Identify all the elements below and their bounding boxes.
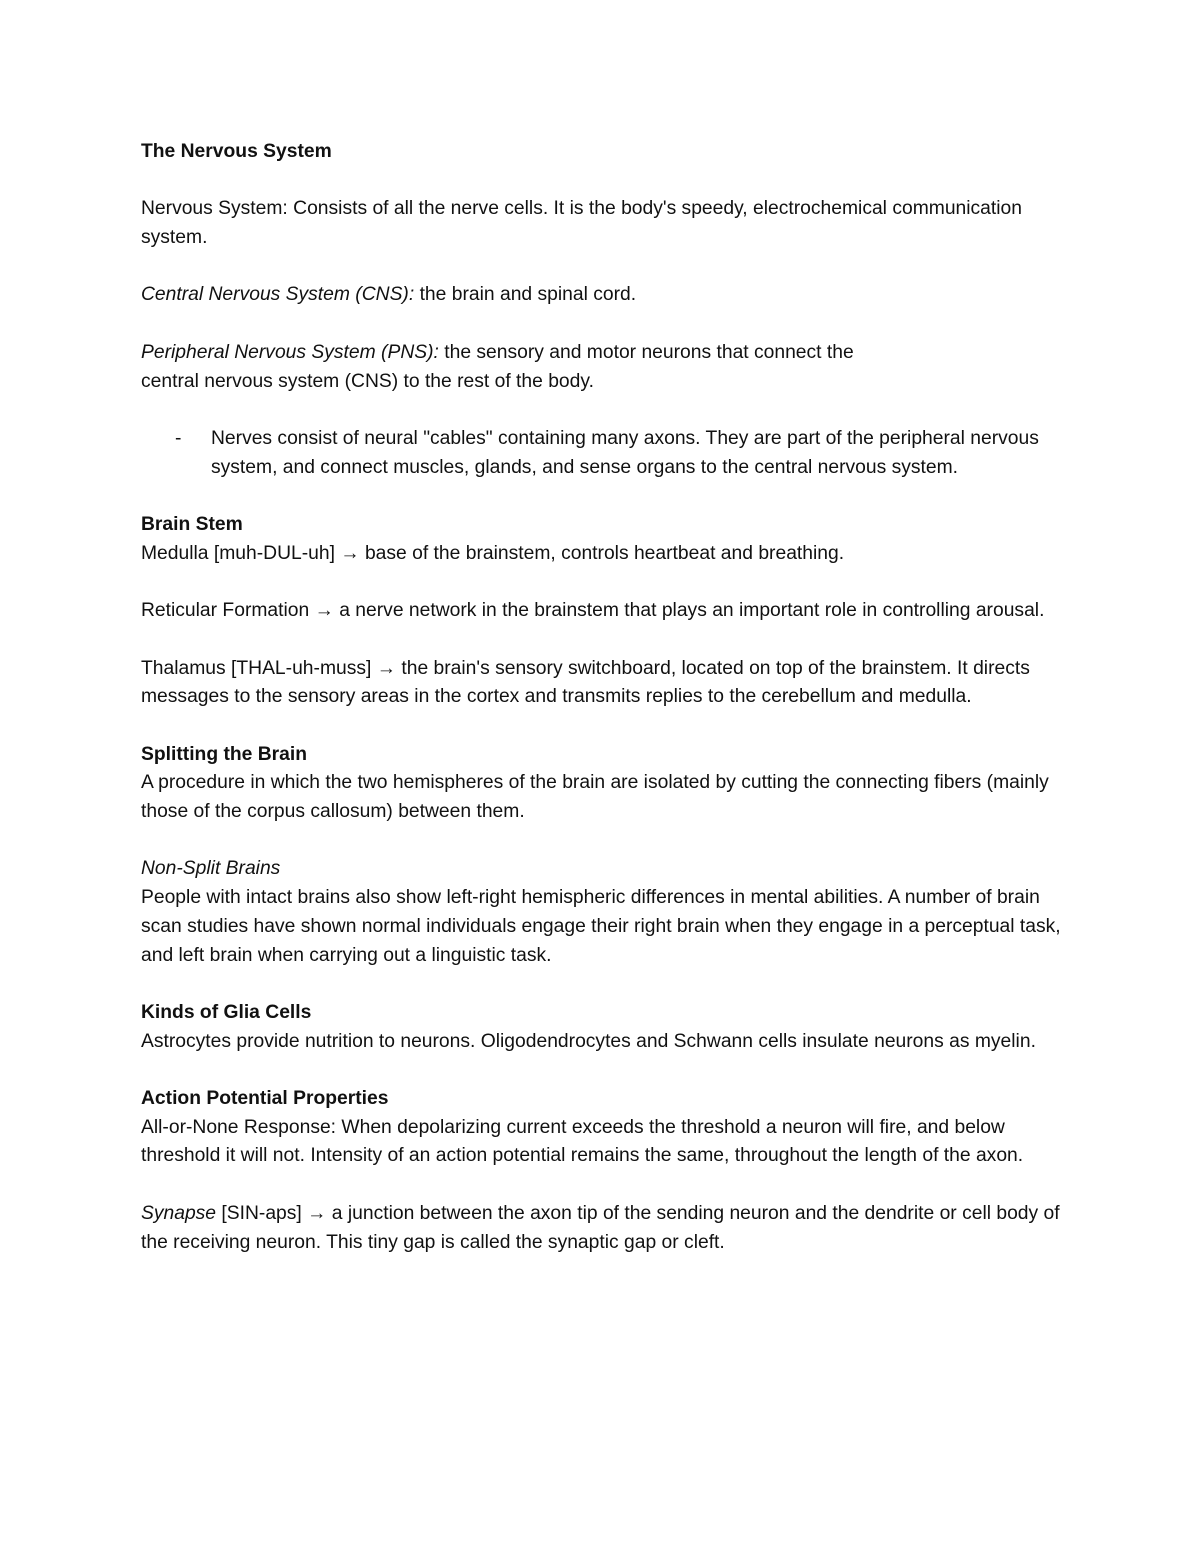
- document-page: [141, 138, 1061, 1286]
- glia-heading: Kinds of Glia Cells: [141, 1001, 312, 1023]
- pns-def-2: central nervous system (CNS) to the rest of the body.: [141, 370, 594, 392]
- splitting-section: [141, 741, 1061, 827]
- list-item: [141, 425, 1061, 482]
- synapse-def: [SIN-aps] → a junction between the axon tip of the sending neuron and the dendrite or cell body of the receiving neuron. This tiny gap is called the synaptic gap or cleft.: [141, 1202, 1060, 1253]
- nervous-system-definition: Nervous System: Consists of all the nerve cells. It is the body's speedy, electrochemical communication system.: [141, 198, 1022, 249]
- cns-term: Central Nervous System (CNS):: [141, 284, 415, 306]
- bullet-marker: -: [175, 427, 182, 449]
- pns-term: Peripheral Nervous System (PNS):: [141, 341, 439, 363]
- synapse-definition: [141, 1200, 1061, 1257]
- pns-def-1: the sensory and motor neurons that connect the: [438, 341, 854, 363]
- cns-definition: [141, 281, 1061, 310]
- pns-line-1: [141, 339, 1061, 368]
- splitting-heading: Splitting the Brain: [141, 743, 308, 765]
- medulla-text: Medulla [muh-DUL-uh] → base of the brainstem, controls heartbeat and breathing.: [141, 542, 845, 564]
- synapse-term: Synapse: [141, 1202, 217, 1224]
- glia-text: Astrocytes provide nutrition to neurons. Oligodendrocytes and Schwann cells insulate neurons as myelin.: [141, 1030, 1036, 1052]
- brain-stem-heading: Brain Stem: [141, 514, 243, 536]
- cns-def: the brain and spinal cord.: [414, 284, 637, 306]
- action-potential-section: [141, 1085, 1061, 1171]
- action-potential-heading: Action Potential Properties: [141, 1088, 389, 1110]
- glia-section: [141, 999, 1061, 1056]
- bullet-list: [141, 425, 1061, 482]
- document-title: The Nervous System: [141, 141, 332, 162]
- action-potential-text: All-or-None Response: When depolarizing current exceeds the threshold a neuron will fire, and below threshold it will not. Intensity of an action potential remains the same, throughout the length of the axon.: [141, 1116, 1024, 1167]
- thalamus-text: Thalamus [THAL-uh-muss] → the brain's sensory switchboard, located on top of the brainstem. It directs messages to the sensory areas in the cortex and transmits replies to the cerebellum and medulla.: [141, 657, 1030, 708]
- splitting-text: A procedure in which the two hemispheres of the brain are isolated by cutting the connecting fibers (mainly those of the corpus callosum) between them.: [141, 772, 1049, 823]
- reticular-formation-text: Reticular Formation → a nerve network in the brainstem that plays an important role in controlling arousal.: [141, 600, 1045, 622]
- brain-stem-section: [141, 511, 1061, 568]
- nerves-bullet-text: Nerves consist of neural "cables" containing many axons. They are part of the peripheral nervous system, and connect muscles, glands, and sense organs to the central nervous system.: [211, 427, 1039, 478]
- pns-definition: [141, 339, 1061, 396]
- non-split-text: People with intact brains also show left-right hemispheric differences in mental abilities. A number of brain scan studies have shown normal individuals engage their right brain when they engage in a perceptual task, and left brain when carrying out a linguistic task.: [141, 887, 1061, 966]
- non-split-heading: Non-Split Brains: [141, 858, 281, 880]
- non-split-section: [141, 855, 1061, 970]
